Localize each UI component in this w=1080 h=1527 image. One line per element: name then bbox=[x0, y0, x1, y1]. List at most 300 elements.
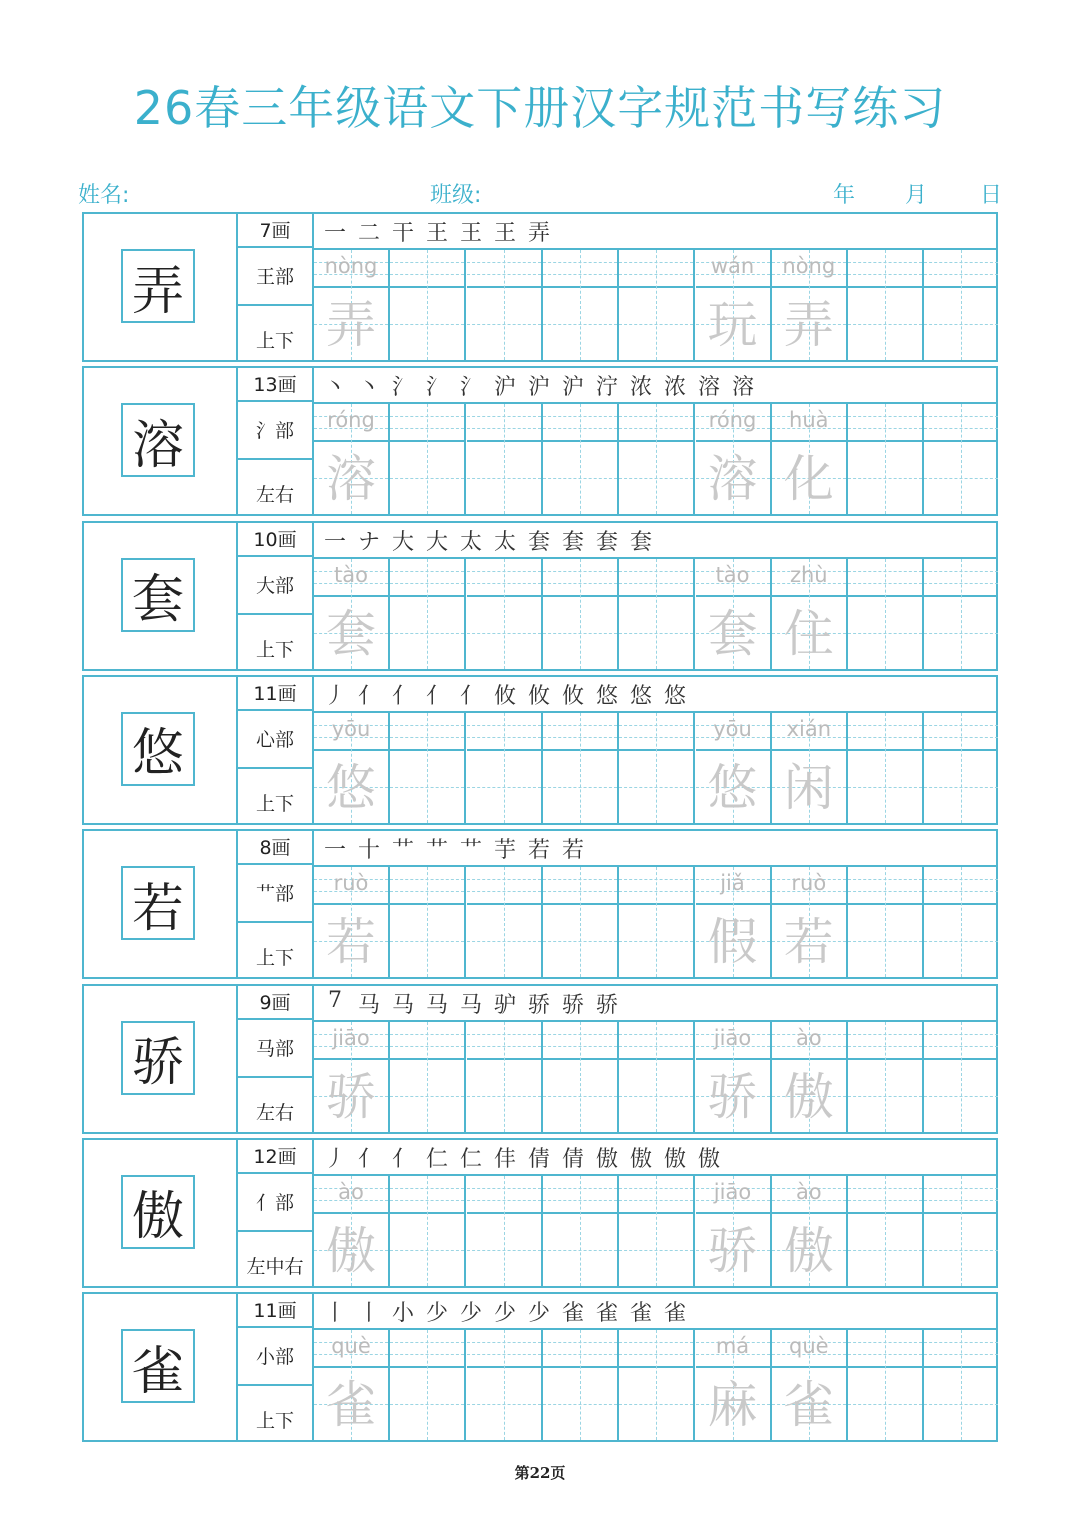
writing-cell[interactable] bbox=[924, 1330, 1000, 1440]
writing-cell[interactable] bbox=[467, 1022, 543, 1132]
writing-cell[interactable] bbox=[619, 867, 695, 977]
writing-cell[interactable] bbox=[924, 713, 1000, 823]
writing-cell[interactable] bbox=[696, 1022, 772, 1132]
horizontal-guide-line bbox=[924, 1250, 998, 1251]
model-character-cell bbox=[84, 368, 238, 514]
trace-pinyin: què bbox=[789, 1334, 829, 1359]
horizontal-guide-line bbox=[543, 1404, 617, 1405]
writing-grid bbox=[314, 986, 996, 1132]
writing-cell[interactable] bbox=[619, 713, 695, 823]
stroke-step: 马 bbox=[425, 992, 448, 1018]
writing-grid bbox=[314, 368, 996, 514]
stroke-step: 仹 bbox=[493, 1146, 516, 1172]
vertical-guide-line bbox=[656, 250, 657, 360]
stroke-step: 7 bbox=[328, 987, 342, 1013]
writing-cell[interactable] bbox=[619, 1022, 695, 1132]
character-block bbox=[82, 366, 998, 516]
radical: 王部 bbox=[238, 248, 312, 306]
horizontal-guide-line bbox=[390, 941, 464, 942]
character-info bbox=[238, 986, 314, 1132]
horizontal-guide-line bbox=[390, 478, 464, 479]
stroke-step: 太 bbox=[493, 529, 516, 555]
character-block bbox=[82, 984, 998, 1134]
vertical-guide-line bbox=[427, 1330, 428, 1440]
horizontal-guide-line bbox=[467, 1250, 541, 1251]
trace-character: 弄 bbox=[783, 296, 834, 354]
stroke-step: 倩 bbox=[561, 1146, 584, 1172]
stroke-step: 攸 bbox=[493, 683, 516, 709]
stroke-step: 傲 bbox=[595, 1146, 618, 1172]
character-info bbox=[238, 1140, 314, 1286]
writing-cell[interactable] bbox=[772, 867, 848, 977]
vertical-guide-line bbox=[427, 404, 428, 514]
writing-cell[interactable] bbox=[924, 559, 1000, 669]
stroke-order-row bbox=[314, 986, 996, 1022]
writing-cell[interactable] bbox=[390, 404, 466, 514]
stroke-step: 溶 bbox=[731, 375, 754, 401]
trace-character: 雀 bbox=[326, 1376, 376, 1435]
writing-cell[interactable] bbox=[467, 713, 543, 823]
horizontal-guide-line bbox=[467, 633, 541, 634]
vertical-guide-line bbox=[427, 713, 428, 823]
trace-character: 傲 bbox=[326, 1221, 376, 1280]
trace-pinyin: jiāo bbox=[713, 1025, 752, 1050]
stroke-step: 丿 bbox=[323, 683, 346, 709]
character-block bbox=[82, 212, 998, 362]
writing-cell[interactable] bbox=[772, 559, 848, 669]
writing-grid bbox=[314, 1294, 996, 1440]
trace-pinyin: róng bbox=[327, 408, 375, 433]
vertical-guide-line bbox=[580, 713, 581, 823]
writing-cell[interactable] bbox=[848, 559, 924, 669]
stroke-order-row bbox=[314, 677, 996, 713]
horizontal-guide-line bbox=[467, 478, 541, 479]
vertical-guide-line bbox=[580, 1022, 581, 1132]
trace-character: 悠 bbox=[326, 758, 376, 817]
stroke-order-row bbox=[314, 523, 996, 559]
stroke-step: 王 bbox=[425, 221, 448, 246]
writing-cell[interactable] bbox=[924, 404, 1000, 514]
writing-cell[interactable] bbox=[772, 404, 848, 514]
stroke-step: 二 bbox=[357, 221, 380, 246]
trace-pinyin: què bbox=[331, 1334, 371, 1359]
stroke-step: 若 bbox=[527, 838, 550, 864]
vertical-guide-line bbox=[504, 559, 505, 669]
horizontal-guide-line bbox=[924, 1404, 998, 1405]
stroke-step: 若 bbox=[561, 838, 584, 864]
trace-pinyin: jiāo bbox=[713, 1179, 752, 1204]
writing-cell[interactable] bbox=[390, 1176, 466, 1286]
writing-cell[interactable] bbox=[772, 1330, 848, 1440]
writing-cell[interactable] bbox=[467, 1330, 543, 1440]
writing-cell[interactable] bbox=[390, 1330, 466, 1440]
writing-cell[interactable] bbox=[924, 1022, 1000, 1132]
vertical-guide-line bbox=[961, 1176, 962, 1286]
writing-cell[interactable] bbox=[543, 559, 619, 669]
vertical-guide-line bbox=[656, 867, 657, 977]
writing-cell[interactable] bbox=[543, 867, 619, 977]
class-label: 班级: bbox=[430, 183, 482, 208]
stroke-step: 沪 bbox=[561, 375, 584, 401]
stroke-count: 12画 bbox=[238, 1140, 312, 1174]
stroke-step: 傲 bbox=[663, 1146, 686, 1172]
horizontal-guide-line bbox=[924, 787, 998, 788]
structure: 左右 bbox=[255, 484, 294, 507]
writing-cell[interactable] bbox=[924, 250, 1000, 360]
writing-cell[interactable] bbox=[543, 1022, 619, 1132]
stroke-step: 亻 bbox=[391, 1146, 414, 1172]
vertical-guide-line bbox=[961, 1330, 962, 1440]
vertical-guide-line bbox=[885, 250, 886, 360]
trace-character: 傲 bbox=[783, 1067, 834, 1126]
writing-cell[interactable] bbox=[390, 250, 466, 360]
trace-character: 悠 bbox=[707, 758, 758, 817]
character-info bbox=[238, 831, 314, 977]
stroke-step: 大 bbox=[425, 529, 448, 555]
writing-cell[interactable] bbox=[619, 559, 695, 669]
trace-character: 溶 bbox=[707, 450, 758, 509]
trace-pinyin: ào bbox=[795, 1025, 822, 1050]
vertical-guide-line bbox=[961, 1022, 962, 1132]
trace-pinyin: ào bbox=[338, 1179, 364, 1204]
stroke-count: 11画 bbox=[238, 677, 312, 711]
vertical-guide-line bbox=[504, 1022, 505, 1132]
radical: 大部 bbox=[238, 557, 312, 615]
stroke-step: 芋 bbox=[493, 838, 516, 864]
vertical-guide-line bbox=[427, 1176, 428, 1286]
vertical-guide-line bbox=[504, 867, 505, 977]
writing-cell[interactable] bbox=[314, 404, 390, 514]
model-character-cell bbox=[84, 1294, 238, 1440]
vertical-guide-line bbox=[504, 250, 505, 360]
trace-character: 玩 bbox=[707, 296, 758, 354]
writing-cell[interactable] bbox=[848, 1330, 924, 1440]
writing-cell[interactable] bbox=[924, 867, 1000, 977]
trace-character: 化 bbox=[783, 450, 834, 509]
vertical-guide-line bbox=[961, 404, 962, 514]
writing-cell[interactable] bbox=[314, 1176, 390, 1286]
writing-cell[interactable] bbox=[772, 713, 848, 823]
stroke-step: 雀 bbox=[663, 1301, 686, 1327]
stroke-step: 艹 bbox=[459, 838, 482, 864]
stroke-step: 亻 bbox=[425, 683, 448, 709]
stroke-step: 亻 bbox=[357, 1146, 380, 1172]
vertical-guide-line bbox=[885, 559, 886, 669]
horizontal-guide-line bbox=[619, 941, 693, 942]
model-character: 骄 bbox=[121, 1021, 195, 1095]
vertical-guide-line bbox=[885, 713, 886, 823]
writing-cell[interactable] bbox=[543, 404, 619, 514]
writing-cell[interactable] bbox=[924, 1176, 1000, 1286]
vertical-guide-line bbox=[427, 559, 428, 669]
horizontal-guide-line bbox=[390, 1404, 464, 1405]
stroke-step: 驴 bbox=[493, 992, 516, 1018]
trace-pinyin: jiǎ bbox=[720, 871, 745, 896]
writing-cell[interactable] bbox=[314, 867, 390, 977]
radical: 小部 bbox=[238, 1328, 312, 1386]
stroke-step: 一 bbox=[323, 529, 346, 555]
vertical-guide-line bbox=[580, 1176, 581, 1286]
stroke-count: 7画 bbox=[238, 214, 312, 248]
stroke-step: 攸 bbox=[527, 683, 550, 709]
stroke-step: 丶 bbox=[357, 375, 380, 401]
vertical-guide-line bbox=[885, 867, 886, 977]
horizontal-guide-line bbox=[390, 1250, 464, 1251]
stroke-step: 雀 bbox=[595, 1301, 618, 1327]
character-block bbox=[82, 521, 998, 671]
horizontal-guide-line bbox=[467, 1404, 541, 1405]
month-label: 月 bbox=[905, 183, 928, 208]
writing-cell[interactable] bbox=[696, 1176, 772, 1286]
writing-grid bbox=[314, 677, 996, 823]
stroke-step: 王 bbox=[493, 221, 516, 246]
writing-cell[interactable] bbox=[467, 867, 543, 977]
stroke-step: 马 bbox=[357, 992, 380, 1018]
stroke-step: 泞 bbox=[595, 375, 618, 401]
model-character: 雀 bbox=[121, 1329, 195, 1403]
vertical-guide-line bbox=[504, 1330, 505, 1440]
horizontal-guide-line bbox=[390, 787, 464, 788]
writing-cell[interactable] bbox=[619, 1330, 695, 1440]
horizontal-guide-line bbox=[543, 633, 617, 634]
model-character-cell bbox=[84, 831, 238, 977]
character-info bbox=[238, 523, 314, 669]
horizontal-guide-line bbox=[390, 324, 464, 325]
horizontal-guide-line bbox=[543, 787, 617, 788]
writing-cell[interactable] bbox=[696, 1330, 772, 1440]
structure: 左中右 bbox=[246, 1255, 304, 1278]
character-block bbox=[82, 829, 998, 979]
vertical-guide-line bbox=[580, 250, 581, 360]
trace-pinyin: má bbox=[715, 1334, 750, 1359]
stroke-step: 十 bbox=[357, 838, 380, 864]
stroke-step: 氵 bbox=[391, 375, 414, 401]
stroke-step: 太 bbox=[459, 529, 482, 555]
stroke-step: 少 bbox=[425, 1301, 448, 1327]
model-character: 悠 bbox=[121, 712, 195, 786]
writing-cell[interactable] bbox=[314, 1022, 390, 1132]
writing-cell[interactable] bbox=[696, 250, 772, 360]
trace-pinyin: wán bbox=[710, 254, 755, 278]
writing-cell[interactable] bbox=[848, 867, 924, 977]
stroke-step: 浓 bbox=[629, 375, 652, 401]
trace-pinyin: jiāo bbox=[332, 1025, 370, 1050]
trace-character: 骄 bbox=[707, 1067, 758, 1126]
horizontal-guide-line bbox=[848, 324, 922, 325]
writing-cell[interactable] bbox=[848, 713, 924, 823]
stroke-step: 套 bbox=[561, 529, 584, 555]
writing-cell[interactable] bbox=[772, 250, 848, 360]
writing-cell[interactable] bbox=[467, 1176, 543, 1286]
vertical-guide-line bbox=[427, 867, 428, 977]
writing-cell[interactable] bbox=[314, 1330, 390, 1440]
trace-pinyin: ruò bbox=[791, 871, 827, 896]
horizontal-guide-line bbox=[924, 324, 998, 325]
character-block bbox=[82, 1292, 998, 1442]
horizontal-guide-line bbox=[619, 787, 693, 788]
stroke-step: 套 bbox=[629, 529, 652, 555]
writing-cell[interactable] bbox=[772, 1022, 848, 1132]
writing-cell[interactable] bbox=[619, 1176, 695, 1286]
writing-grid bbox=[314, 1140, 996, 1286]
character-block bbox=[82, 1138, 998, 1288]
stroke-step: 干 bbox=[391, 221, 414, 246]
stroke-step: 一 bbox=[323, 838, 346, 864]
writing-cell[interactable] bbox=[619, 404, 695, 514]
stroke-step: 套 bbox=[527, 529, 550, 555]
vertical-guide-line bbox=[656, 1330, 657, 1440]
structure: 上下 bbox=[255, 330, 294, 352]
writing-cell[interactable] bbox=[696, 559, 772, 669]
writing-cell[interactable] bbox=[543, 713, 619, 823]
horizontal-guide-line bbox=[848, 1404, 922, 1405]
trace-character: 若 bbox=[326, 913, 376, 972]
stroke-step: 艹 bbox=[425, 838, 448, 864]
stroke-step: 倩 bbox=[527, 1146, 550, 1172]
stroke-step: 雀 bbox=[561, 1301, 584, 1327]
vertical-guide-line bbox=[656, 1176, 657, 1286]
writing-cell[interactable] bbox=[390, 1022, 466, 1132]
trace-pinyin: tào bbox=[715, 562, 750, 587]
horizontal-guide-line bbox=[467, 787, 541, 788]
trace-pinyin: yōu bbox=[713, 716, 752, 741]
structure: 左右 bbox=[255, 1101, 294, 1124]
vertical-guide-line bbox=[656, 404, 657, 514]
writing-cell[interactable] bbox=[543, 1330, 619, 1440]
stroke-step: 沪 bbox=[527, 375, 550, 401]
horizontal-guide-line bbox=[848, 941, 922, 942]
structure: 上下 bbox=[255, 947, 294, 970]
trace-character: 傲 bbox=[783, 1221, 834, 1280]
writing-cell[interactable] bbox=[772, 1176, 848, 1286]
stroke-step: 少 bbox=[459, 1301, 482, 1327]
stroke-step: 傲 bbox=[629, 1146, 652, 1172]
horizontal-guide-line bbox=[543, 1096, 617, 1097]
trace-character: 雀 bbox=[783, 1376, 834, 1435]
stroke-count: 10画 bbox=[238, 523, 312, 557]
model-character: 傲 bbox=[121, 1175, 195, 1249]
writing-cell[interactable] bbox=[696, 867, 772, 977]
model-character-cell bbox=[84, 986, 238, 1132]
stroke-step: 骄 bbox=[561, 992, 584, 1018]
stroke-step: 丶 bbox=[323, 375, 346, 401]
writing-cell[interactable] bbox=[390, 713, 466, 823]
writing-cell[interactable] bbox=[314, 250, 390, 360]
stroke-step: 沪 bbox=[493, 375, 516, 401]
horizontal-guide-line bbox=[543, 324, 617, 325]
vertical-guide-line bbox=[656, 1022, 657, 1132]
writing-cell[interactable] bbox=[314, 559, 390, 669]
trace-pinyin: yōu bbox=[331, 716, 371, 741]
horizontal-guide-line bbox=[619, 1096, 693, 1097]
stroke-step: 亻 bbox=[391, 683, 414, 709]
model-character-cell bbox=[84, 214, 238, 360]
stroke-step: 丿 bbox=[323, 1146, 346, 1172]
writing-cell[interactable] bbox=[619, 250, 695, 360]
writing-cell[interactable] bbox=[848, 1176, 924, 1286]
radical: 亻部 bbox=[238, 1174, 312, 1232]
character-block bbox=[82, 675, 998, 825]
stroke-step: 艹 bbox=[391, 838, 414, 864]
trace-character: 若 bbox=[783, 913, 834, 972]
horizontal-guide-line bbox=[848, 478, 922, 479]
stroke-step: 仁 bbox=[459, 1146, 482, 1172]
writing-cell[interactable] bbox=[848, 1022, 924, 1132]
horizontal-guide-line bbox=[390, 1096, 464, 1097]
stroke-order-row bbox=[314, 1294, 996, 1330]
writing-cell[interactable] bbox=[543, 1176, 619, 1286]
writing-cell[interactable] bbox=[543, 250, 619, 360]
stroke-step: 溶 bbox=[697, 375, 720, 401]
writing-cell[interactable] bbox=[848, 250, 924, 360]
writing-cell[interactable] bbox=[696, 713, 772, 823]
vertical-guide-line bbox=[961, 867, 962, 977]
trace-character: 闲 bbox=[783, 758, 834, 817]
stroke-step: 氵 bbox=[425, 375, 448, 401]
horizontal-guide-line bbox=[467, 1096, 541, 1097]
stroke-step: 骄 bbox=[595, 992, 618, 1018]
vertical-guide-line bbox=[961, 250, 962, 360]
stroke-order-row bbox=[314, 831, 996, 867]
model-character-cell bbox=[84, 677, 238, 823]
stroke-count: 13画 bbox=[238, 368, 312, 402]
vertical-guide-line bbox=[961, 713, 962, 823]
writing-cell[interactable] bbox=[390, 867, 466, 977]
vertical-guide-line bbox=[885, 404, 886, 514]
trace-pinyin: tào bbox=[334, 562, 368, 587]
stroke-order-row bbox=[314, 214, 996, 250]
writing-cell[interactable] bbox=[467, 404, 543, 514]
character-info bbox=[238, 1294, 314, 1440]
page-number: 第22页 bbox=[514, 1464, 566, 1482]
writing-cell[interactable] bbox=[467, 250, 543, 360]
vertical-guide-line bbox=[961, 559, 962, 669]
day-label: 日 bbox=[980, 183, 1003, 208]
character-info bbox=[238, 677, 314, 823]
trace-character: 住 bbox=[783, 604, 834, 663]
model-character: 溶 bbox=[121, 403, 195, 477]
horizontal-guide-line bbox=[848, 633, 922, 634]
trace-pinyin: róng bbox=[708, 408, 757, 433]
writing-cell[interactable] bbox=[696, 404, 772, 514]
writing-cell[interactable] bbox=[848, 404, 924, 514]
horizontal-guide-line bbox=[390, 633, 464, 634]
trace-pinyin: ruò bbox=[333, 871, 369, 896]
writing-cell[interactable] bbox=[390, 559, 466, 669]
horizontal-guide-line bbox=[619, 1250, 693, 1251]
stroke-step: 丨 bbox=[357, 1301, 380, 1327]
stroke-step: 傲 bbox=[697, 1146, 720, 1172]
horizontal-guide-line bbox=[924, 1096, 998, 1097]
vertical-guide-line bbox=[885, 1176, 886, 1286]
radical: 氵部 bbox=[238, 402, 312, 460]
stroke-step: 悠 bbox=[663, 683, 686, 709]
character-info bbox=[238, 368, 314, 514]
stroke-step: 小 bbox=[391, 1301, 414, 1327]
vertical-guide-line bbox=[580, 559, 581, 669]
vertical-guide-line bbox=[885, 1330, 886, 1440]
writing-cell[interactable] bbox=[314, 713, 390, 823]
stroke-count: 9画 bbox=[238, 986, 312, 1020]
name-label: 姓名: bbox=[78, 183, 130, 208]
stroke-count: 8画 bbox=[238, 831, 312, 865]
page-title: 26春三年级语文下册汉字规范书写练习 bbox=[133, 81, 947, 135]
trace-character: 麻 bbox=[707, 1376, 758, 1435]
horizontal-guide-line bbox=[848, 787, 922, 788]
writing-cell[interactable] bbox=[467, 559, 543, 669]
trace-pinyin: nòng bbox=[324, 254, 378, 278]
horizontal-guide-line bbox=[467, 324, 541, 325]
